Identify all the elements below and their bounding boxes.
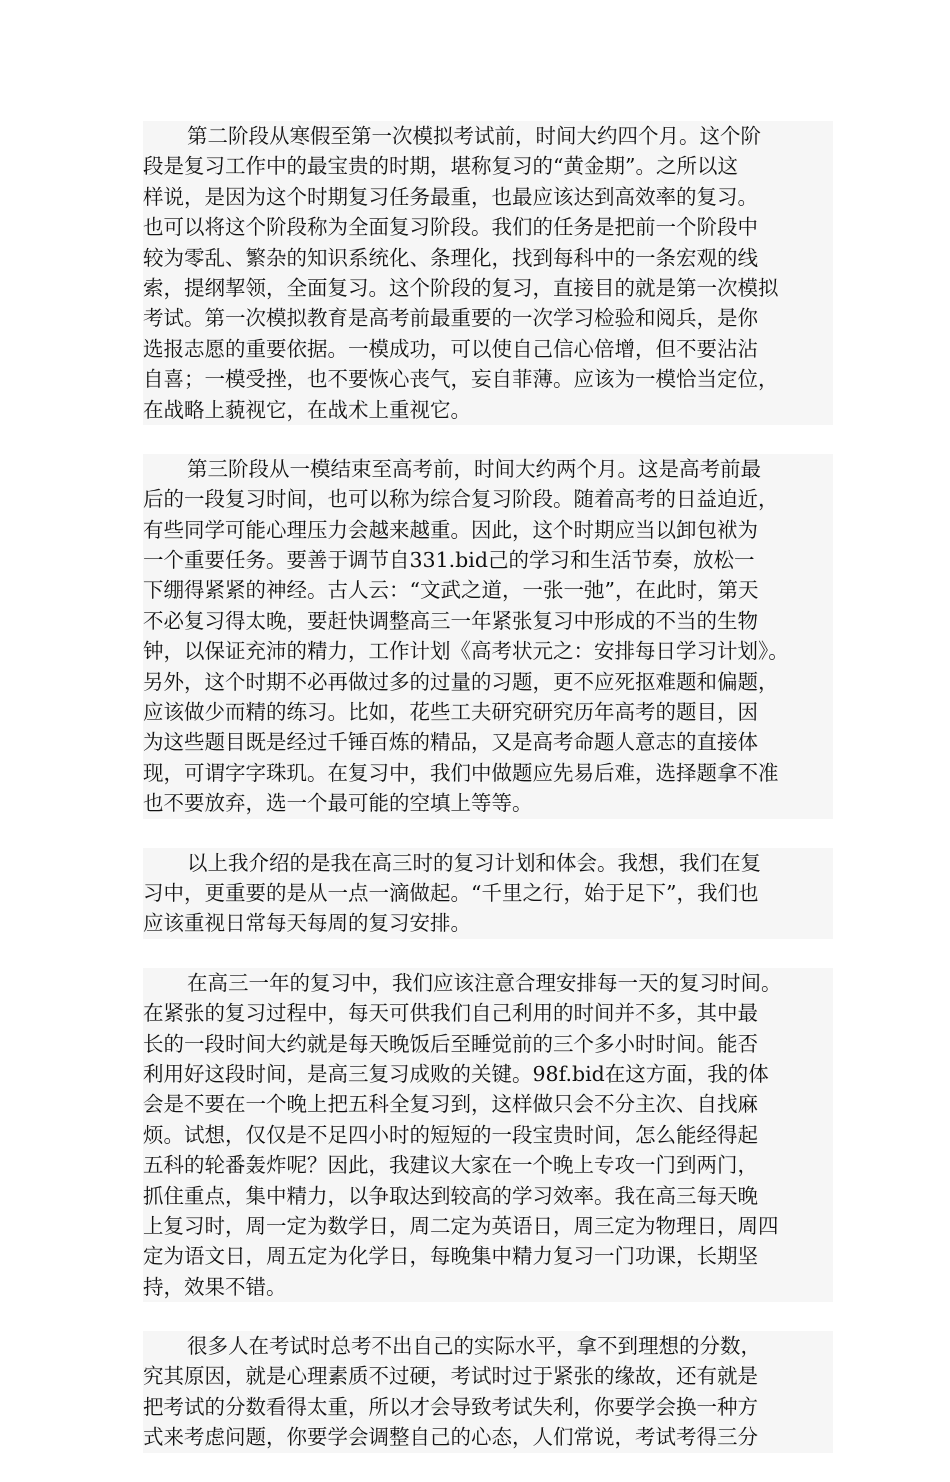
text-line: 后的一段复习时间，也可以称为综合复习阶段。随着高考的日益迫近， — [143, 487, 779, 512]
paragraph-stage-three — [143, 454, 833, 819]
text-line: 也可以将这个阶段称为全面复习阶段。我们的任务是把前一个阶段中 — [143, 215, 758, 240]
text-line: 样说，是因为这个时期复习任务最重，也最应该达到高效率的复习。 — [143, 184, 758, 209]
text-line: 式来考虑问题，你要学会调整自己的心态，人们常说，考试考得三分 — [143, 1425, 758, 1450]
text-line: 第三阶段从一模结束至高考前，时间大约两个月。这是高考前最 — [187, 456, 761, 481]
text-line: 下绷得紧紧的神经。古人云：“文武之道，一张一弛”，在此时，第天 — [143, 578, 759, 603]
text-line: 会是不要在一个晚上把五科全复习到，这样做只会不分主次、自找麻 — [143, 1092, 758, 1117]
text-line: 自喜；一模受挫，也不要恢心丧气，妄自菲薄。应该为一模恰当定位， — [143, 367, 779, 392]
text-line: 应该重视日常每天每周的复习安排。 — [143, 911, 471, 936]
paragraph-exam-mindset — [143, 1331, 833, 1453]
text-line: 不必复习得太晚，要赶快调整高三一年紧张复习中形成的不当的生物 — [143, 608, 758, 633]
text-line: 很多人在考试时总考不出自己的实际水平，拿不到理想的分数， — [187, 1334, 761, 1359]
text-line: 在战略上藐视它，在战术上重视它。 — [143, 397, 471, 422]
text-line: 较为零乱、繁杂的知识系统化、条理化，找到每科中的一条宏观的线 — [143, 245, 758, 270]
text-line: 把考试的分数看得太重，所以才会导致考试失利，你要学会换一种方 — [143, 1394, 758, 1419]
text-line: 持，效果不错。 — [143, 1274, 287, 1299]
text-line: 习中，更重要的是从一点一滴做起。“千里之行，始于足下”，我们也 — [143, 880, 759, 905]
text-line: 利用好这段时间，是高三复习成败的关键。98f.bid在这方面，我的体 — [143, 1061, 769, 1086]
paragraph-daily-plan — [143, 968, 833, 1302]
paragraph-stage-two — [143, 121, 833, 425]
text-line: 现，可谓字字珠玑。在复习中，我们中做题应先易后难，选择题拿不准 — [143, 760, 779, 785]
text-line: 烦。试想，仅仅是不足四小时的短短的一段宝贵时间，怎么能经得起 — [143, 1122, 758, 1147]
text-line: 选报志愿的重要依据。一模成功，可以使自己信心倍增，但不要沾沾 — [143, 336, 758, 361]
text-line: 上复习时，周一定为数学日，周二定为英语日，周三定为物理日，周四 — [143, 1213, 779, 1238]
document-body — [143, 121, 833, 1482]
text-line: 抓住重点，集中精力，以争取达到较高的学习效率。我在高三每天晚 — [143, 1183, 758, 1208]
text-line: 为这些题目既是经过千锤百炼的精品，又是高考命题人意志的直接体 — [143, 730, 758, 755]
text-line: 段是复习工作中的最宝贵的时期，堪称复习的“黄金期”。之所以这 — [143, 154, 738, 179]
text-line: 以上我介绍的是我在高三时的复习计划和体会。我想，我们在复 — [187, 850, 761, 875]
text-line: 究其原因，就是心理素质不过硬，考试时过于紧张的缘故，还有就是 — [143, 1364, 758, 1389]
text-line: 另外，这个时期不必再做过多的过量的习题，更不应死抠难题和偏题， — [143, 669, 779, 694]
text-line: 也不要放弃，选一个最可能的空填上等等。 — [143, 791, 533, 816]
text-line: 一个重要任务。要善于调节自331.bid己的学习和生活节奏，放松一 — [143, 548, 755, 573]
text-line: 五科的轮番轰炸呢？因此，我建议大家在一个晚上专攻一门到两门， — [143, 1153, 758, 1178]
text-line: 定为语文日，周五定为化学日，每晚集中精力复习一门功课，长期坚 — [143, 1244, 758, 1269]
text-line: 在紧张的复习过程中，每天可供我们自己利用的时间并不多，其中最 — [143, 1001, 758, 1026]
text-line: 钟，以保证充沛的精力，工作计划《高考状元之：安排每日学习计划》。 — [143, 639, 789, 664]
text-line: 长的一段时间大约就是每天晚饭后至睡觉前的三个多小时时间。能否 — [143, 1031, 758, 1056]
text-line: 第二阶段从寒假至第一次模拟考试前，时间大约四个月。这个阶 — [187, 124, 761, 148]
text-line: 有些同学可能心理压力会越来越重。因此，这个时期应当以卸包袱为 — [143, 517, 758, 542]
text-line: 考试。第一次模拟教育是高考前最重要的一次学习检验和阅兵，是你 — [143, 306, 758, 331]
text-line: 在高三一年的复习中，我们应该注意合理安排每一天的复习时间。 — [187, 970, 782, 995]
text-line: 应该做少而精的练习。比如，花些工夫研究研究历年高考的题目，因 — [143, 700, 758, 725]
text-line: 索，提纲挈领，全面复习。这个阶段的复习，直接目的就是第一次模拟 — [143, 275, 779, 300]
paragraph-summary — [143, 848, 833, 939]
